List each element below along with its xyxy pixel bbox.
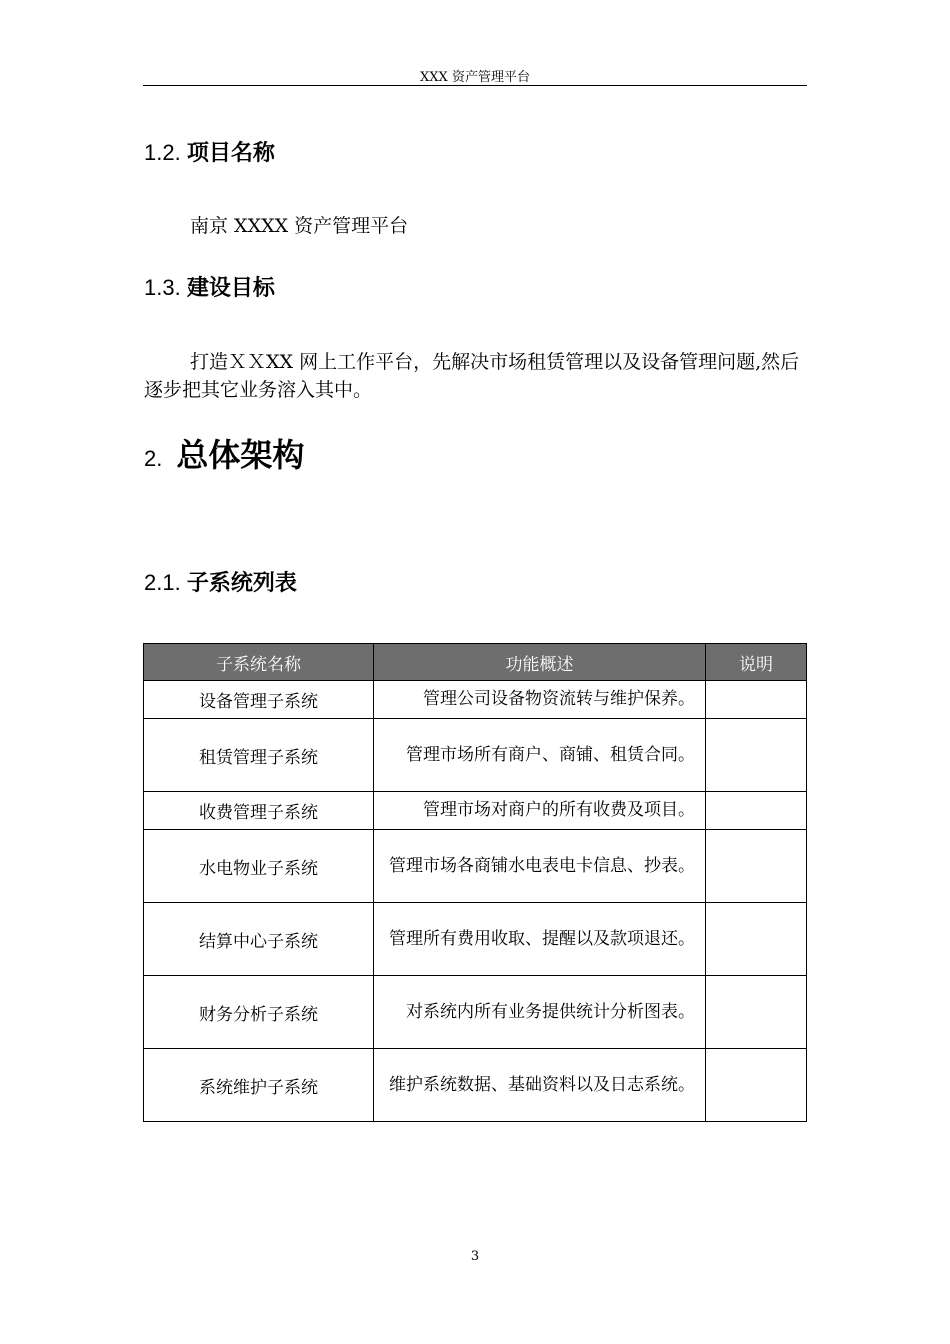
subsystem-desc: 管理市场所有商户、商铺、租赁合同。: [374, 719, 706, 792]
heading-number: 1.3.: [144, 275, 181, 300]
table-row: [144, 976, 807, 1049]
table-row: [144, 1049, 807, 1122]
subsystem-note: [706, 792, 807, 830]
heading-subsystem-list: [144, 566, 297, 597]
table-row: [144, 830, 807, 903]
heading-number: 2.: [144, 446, 163, 471]
subsystem-name: 收费管理子系统: [144, 792, 374, 830]
project-name-text: 南京 XXXX 资产管理平台: [190, 215, 409, 237]
subsystem-desc: 管理所有费用收取、提醒以及款项退还。: [374, 903, 706, 976]
subsystem-note: [706, 681, 807, 719]
subsystem-note: [706, 830, 807, 903]
subsystem-desc: 管理公司设备物资流转与维护保养。: [374, 681, 706, 719]
subsystem-name: 财务分析子系统: [144, 976, 374, 1049]
heading-build-goal: [144, 271, 275, 302]
subsystem-note: [706, 976, 807, 1049]
subsystem-desc: 对系统内所有业务提供统计分析图表。: [374, 976, 706, 1049]
subsystem-note: [706, 1049, 807, 1122]
table-header-row: [144, 644, 807, 681]
subsystem-desc: 管理市场各商铺水电表电卡信息、抄表。: [374, 830, 706, 903]
page-number: 3: [470, 1249, 480, 1264]
subsystem-table: [143, 643, 807, 1122]
table-row: [144, 792, 807, 830]
subsystem-note: [706, 719, 807, 792]
heading-text: 总体架构: [176, 437, 305, 473]
build-goal-text: 打造ＸＸXX 网上工作平台，先解决市场租赁管理以及设备管理问题,然后逐步把其它业务溶入其中。: [144, 351, 800, 401]
heading-project-name: [144, 136, 275, 167]
page-header-title: XXX 资产管理平台: [420, 70, 530, 85]
heading-text: 建设目标: [186, 275, 275, 300]
subsystem-name: 结算中心子系统: [144, 903, 374, 976]
subsystem-note: [706, 903, 807, 976]
header-divider: [143, 85, 807, 86]
column-header-note: 说明: [706, 644, 807, 681]
heading-number: 1.2.: [144, 140, 181, 165]
table-row: [144, 719, 807, 792]
subsystem-name: 水电物业子系统: [144, 830, 374, 903]
heading-text: 子系统列表: [186, 570, 297, 595]
column-header-name: 子系统名称: [144, 644, 374, 681]
column-header-desc: 功能概述: [374, 644, 706, 681]
subsystem-name: 设备管理子系统: [144, 681, 374, 719]
heading-text: 项目名称: [186, 140, 275, 165]
subsystem-desc: 维护系统数据、基础资料以及日志系统。: [374, 1049, 706, 1122]
subsystem-name: 系统维护子系统: [144, 1049, 374, 1122]
subsystem-desc: 管理市场对商户的所有收费及项目。: [374, 792, 706, 830]
subsystem-name: 租赁管理子系统: [144, 719, 374, 792]
table-row: [144, 681, 807, 719]
heading-overall-architecture: [144, 430, 304, 476]
heading-number: 2.1.: [144, 570, 181, 595]
table-row: [144, 903, 807, 976]
